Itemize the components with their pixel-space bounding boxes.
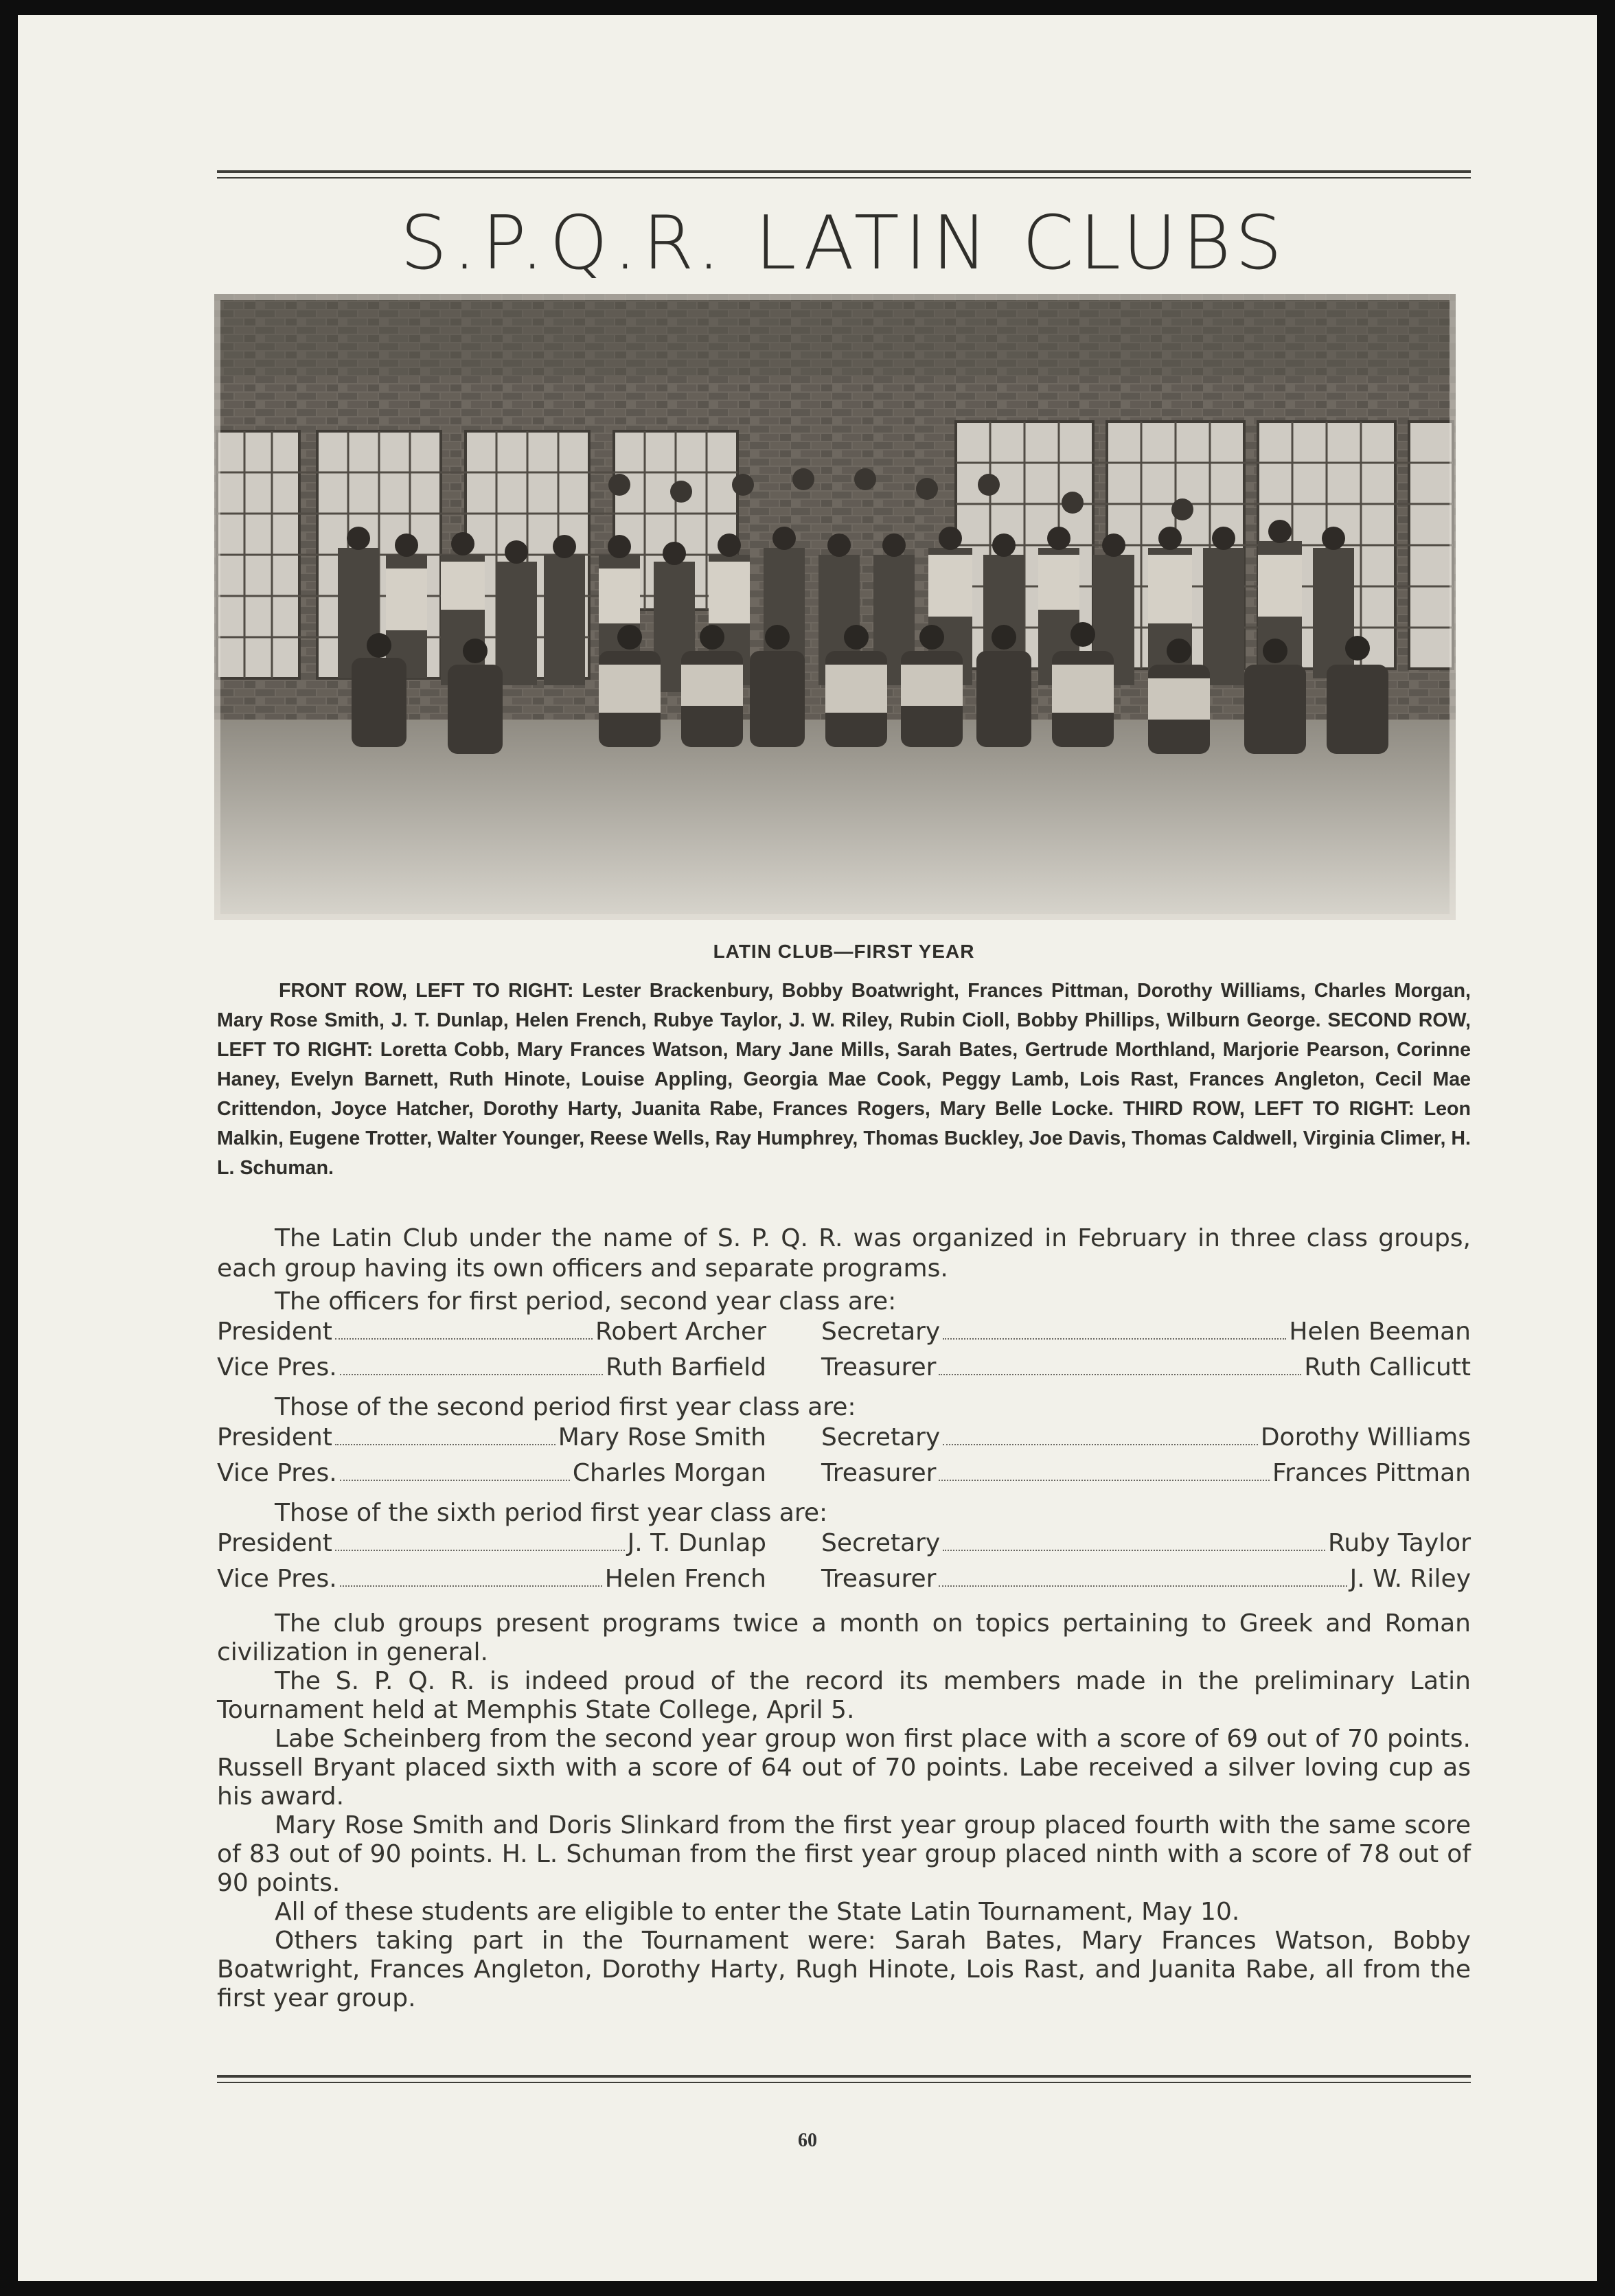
page-number: 60	[798, 2130, 817, 2151]
office-label: Secretary	[821, 1423, 941, 1451]
officer-name: Ruth Barfield	[606, 1353, 766, 1381]
officer-name: Ruby Taylor	[1327, 1529, 1471, 1557]
group-photo	[214, 294, 1456, 920]
office-label: President	[217, 1318, 332, 1346]
group2-heading: Those of the second period first year class are:	[275, 1393, 856, 1421]
officer-row	[217, 1353, 821, 1388]
leader-dots	[335, 1338, 593, 1340]
leader-dots	[943, 1338, 1286, 1340]
officer-name: Mary Rose Smith	[558, 1423, 766, 1451]
office-label: Treasurer	[821, 1353, 937, 1381]
officer-row	[217, 1423, 821, 1458]
officer-name: J. W. Riley	[1349, 1565, 1471, 1593]
office-label: Vice Pres.	[217, 1353, 337, 1381]
office-label: Vice Pres.	[217, 1459, 337, 1487]
officer-name: Frances Pittman	[1272, 1459, 1471, 1487]
leader-dots	[939, 1585, 1347, 1587]
officer-name: Dorothy Williams	[1260, 1423, 1471, 1451]
office-label: President	[217, 1423, 332, 1451]
article-body	[217, 1224, 1471, 2013]
paragraph-record: The S. P. Q. R. is indeed proud of the record its members made in the preliminary Latin Tournament held at Memphis State College, April 5.	[217, 1667, 1471, 1724]
officer-row	[821, 1564, 1471, 1600]
officer-row	[821, 1458, 1471, 1494]
officer-row	[217, 1317, 821, 1353]
leader-dots	[939, 1374, 1301, 1375]
paragraph-programs: The club groups present programs twice a month on topics pertaining to Greek and Roman civilization in general.	[217, 1609, 1471, 1666]
leader-dots	[340, 1480, 570, 1481]
office-label: Secretary	[821, 1529, 941, 1557]
group3-heading: Those of the sixth period first year class are:	[275, 1499, 828, 1527]
officer-row	[821, 1423, 1471, 1458]
group2-officers	[217, 1423, 1471, 1494]
leader-dots	[943, 1444, 1258, 1445]
leader-dots	[340, 1585, 602, 1587]
paragraph-others: Others taking part in the Tournament were: Sarah Bates, Mary Frances Watson, Bobby Boatwright, Frances Angleton, Dorothy Harty, Rugh Hinote, Lois Rast, and Juanita Rabe, all from the first year group.	[217, 1927, 1471, 2012]
intro-paragraph: The Latin Club under the name of S. P. Q. R. was organized in February in three class groups, each group having its own officers and separate programs.	[217, 1224, 1471, 1283]
photo-caption-heading: LATIN CLUB—FIRST YEAR	[713, 941, 975, 962]
officer-row	[821, 1528, 1471, 1564]
group1-officers	[217, 1317, 1471, 1388]
leader-dots	[340, 1374, 604, 1375]
leader-dots	[939, 1480, 1270, 1481]
office-label: Treasurer	[821, 1459, 937, 1487]
paragraph-eligible: All of these students are eligible to enter the State Latin Tournament, May 10.	[275, 1898, 1240, 1926]
officer-name: Ruth Callicutt	[1304, 1353, 1471, 1381]
yearbook-page	[18, 15, 1597, 2281]
leader-dots	[943, 1550, 1325, 1551]
officer-row	[821, 1317, 1471, 1353]
office-label: Secretary	[821, 1318, 941, 1346]
article-paragraphs	[217, 1609, 1471, 2013]
group3-officers	[217, 1528, 1471, 1600]
officer-name: J. T. Dunlap	[627, 1529, 766, 1557]
leader-dots	[335, 1444, 555, 1445]
officer-name: Robert Archer	[595, 1318, 766, 1346]
officer-row	[217, 1458, 821, 1494]
paragraph-labe: Labe Scheinberg from the second year group won first place with a score of 69 out of 70 points. Russell Bryant placed sixth with a score of 64 out of 70 points. Labe received a silver loving cup as his award.	[217, 1725, 1471, 1811]
officer-name: Charles Morgan	[572, 1459, 766, 1487]
page-title: S.P.Q.R. LATIN CLUBS	[400, 200, 1288, 286]
photo-caption-names: FRONT ROW, LEFT TO RIGHT: Lester Brackenbury, Bobby Boatwright, Frances Pittman, Dorothy Williams, Charles Morgan, Mary Rose Smith, J. T. Dunlap, Helen French, Rubye Taylor, J. W. Riley, Rubin Cioll, Bobby Phillips, Wilburn George. SECOND ROW, LEFT TO RIGHT: Loretta Cobb, Mary Frances Watson, Mary Jane Mills, Sarah Bates, Gertrude Morthland, Marjorie Pearson, Corinne Haney, Evelyn Barnett, Ruth Hinote, Louise Appling, Georgia Mae Cook, Peggy Lamb, Lois Rast, Frances Angleton, Cecil Mae Crittendon, Joyce Hatcher, Dorothy Harty, Juanita Rabe, Frances Rogers, Mary Belle Locke. THIRD ROW, LEFT TO RIGHT: Leon Malkin, Eugene Trotter, Walter Younger, Reese Wells, Ray Humphrey, Thomas Buckley, Joe Davis, Thomas Caldwell, Virginia Climer, H. L. Schuman.	[217, 980, 1471, 1179]
officer-name: Helen French	[604, 1565, 766, 1593]
top-double-rule	[217, 170, 1471, 179]
leader-dots	[335, 1550, 625, 1551]
group1-heading: The officers for first period, second year class are:	[275, 1287, 897, 1316]
paragraph-mary: Mary Rose Smith and Doris Slinkard from the first year group placed fourth with the same score of 83 out of 90 points. H. L. Schuman from the first year group placed ninth with a score of 78 out of 90 points.	[217, 1811, 1471, 1897]
officer-row	[217, 1528, 821, 1564]
office-label: Treasurer	[821, 1565, 937, 1593]
officer-row	[821, 1353, 1471, 1388]
bottom-double-rule	[217, 2075, 1471, 2083]
officer-row	[217, 1564, 821, 1600]
office-label: Vice Pres.	[217, 1565, 337, 1593]
office-label: President	[217, 1529, 332, 1557]
officer-name: Helen Beeman	[1289, 1318, 1471, 1346]
